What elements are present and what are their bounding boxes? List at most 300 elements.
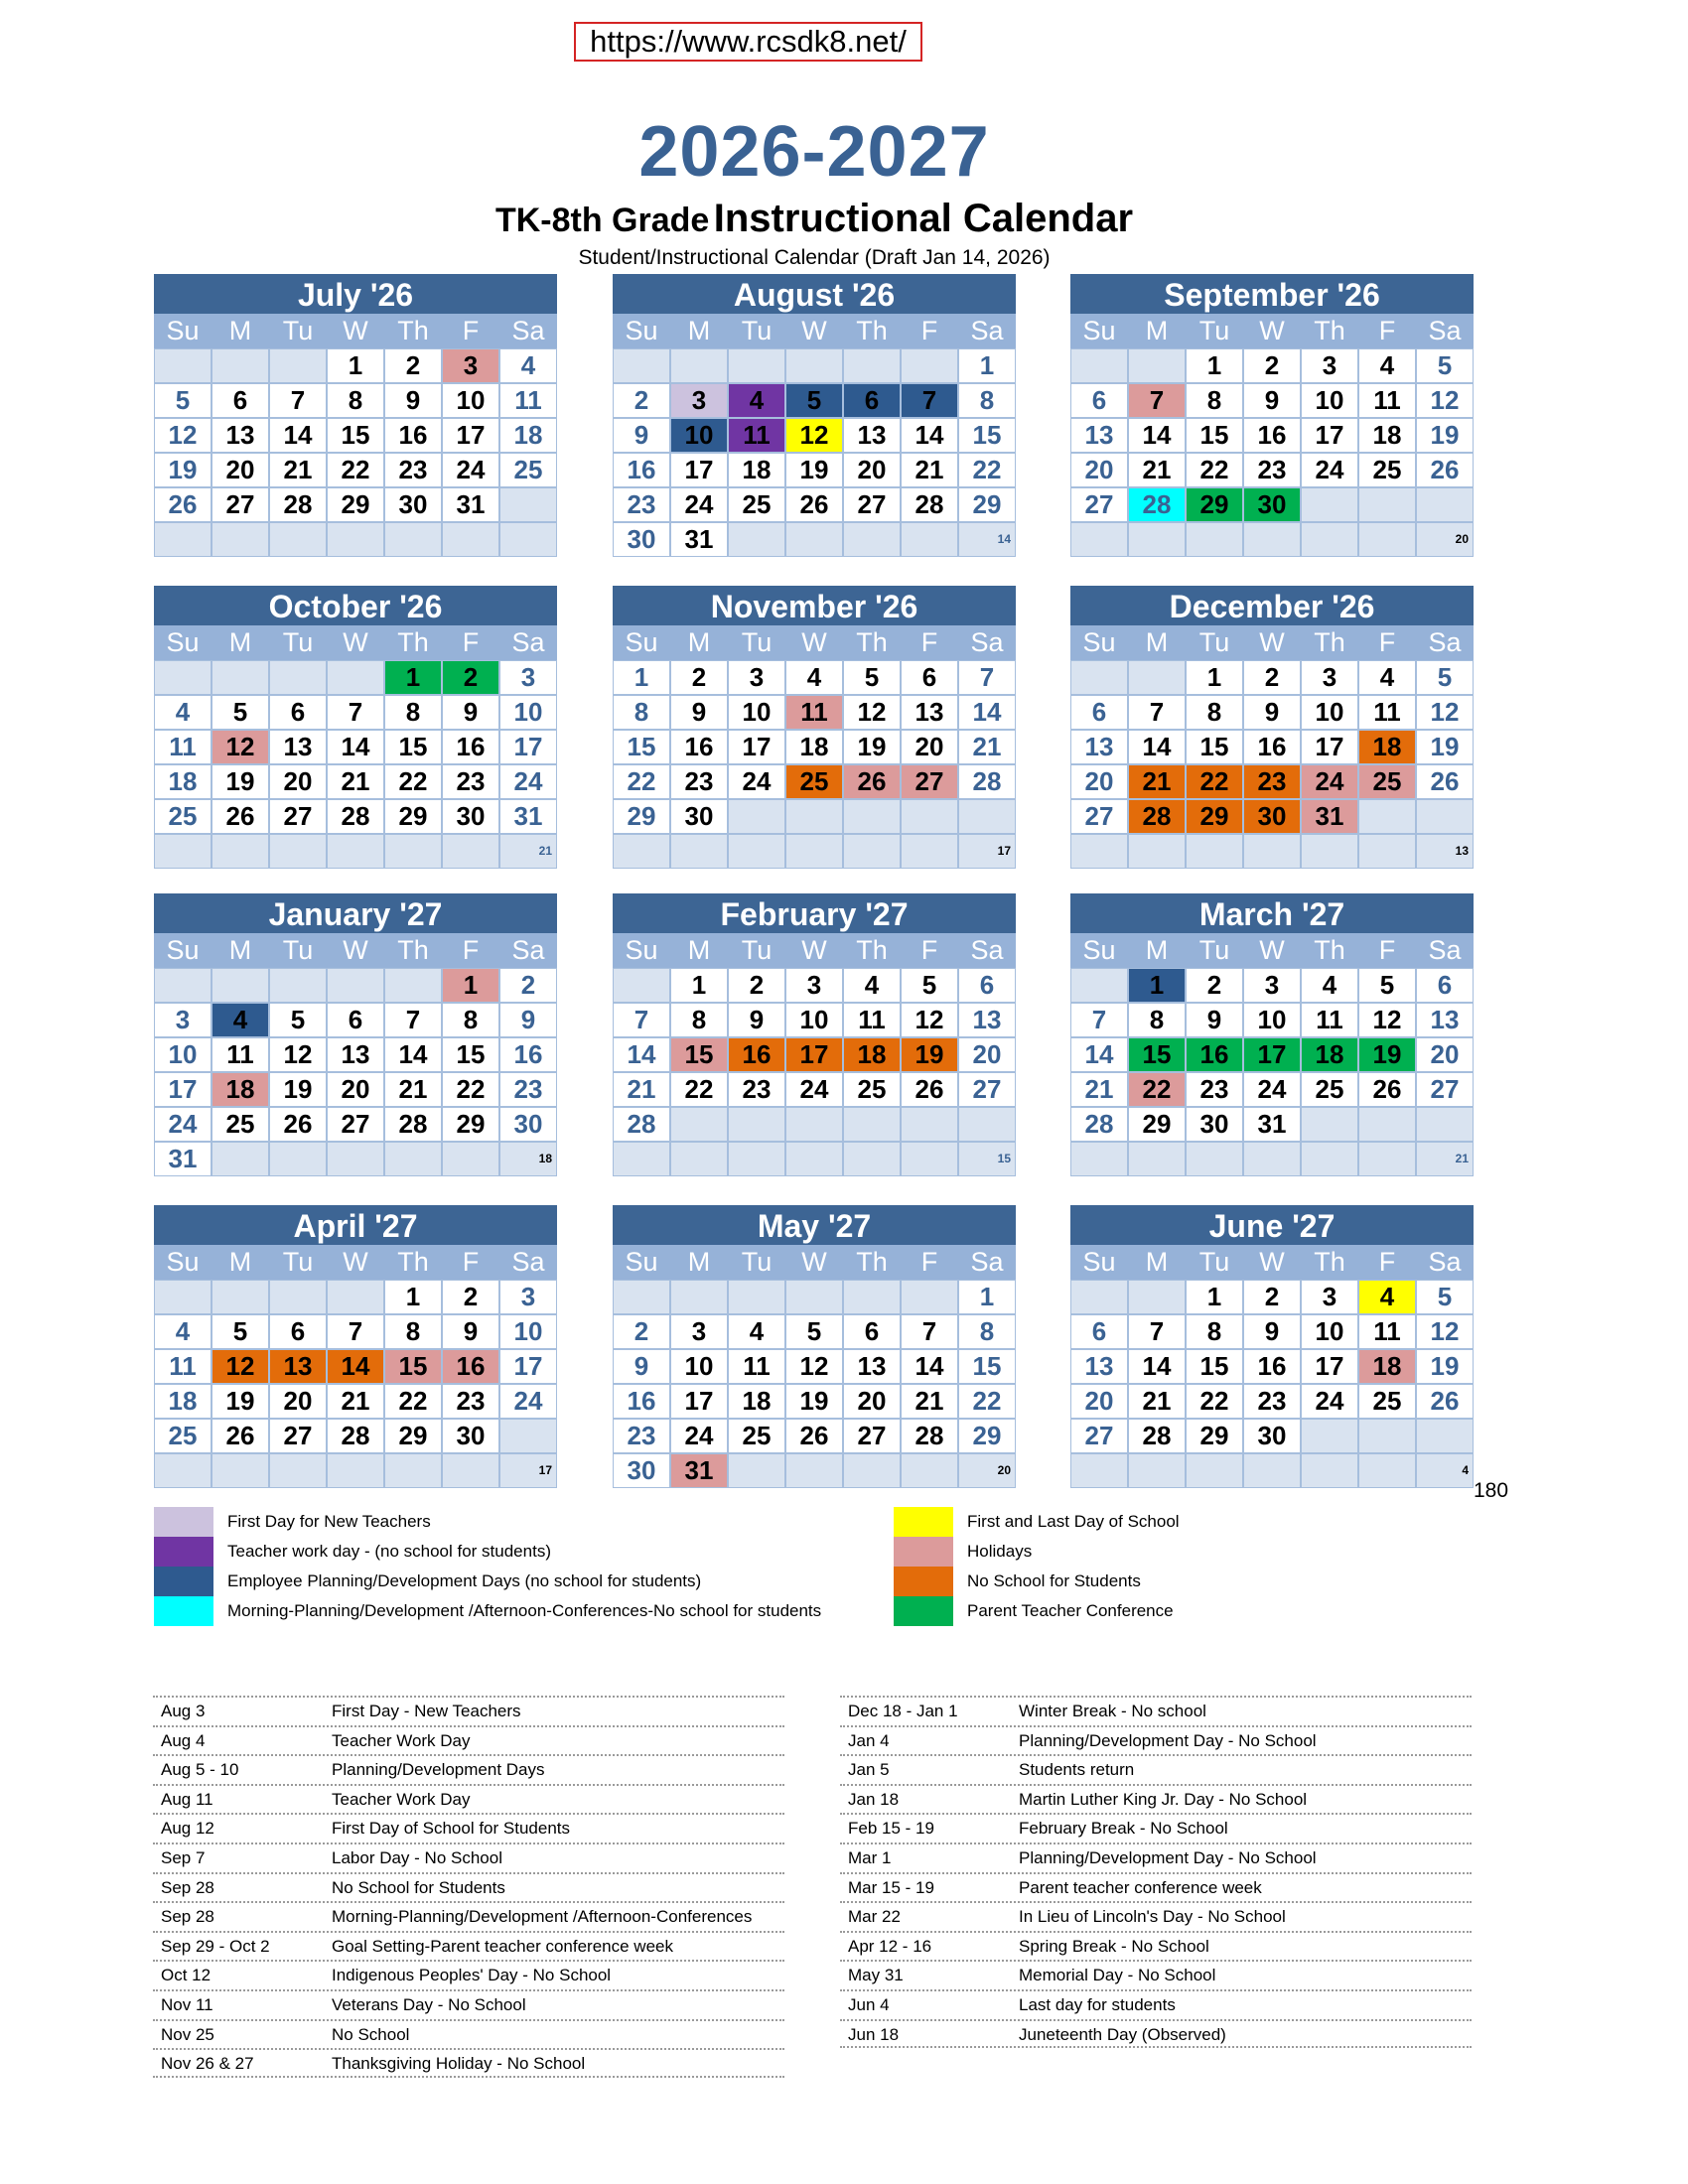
- day-cell: 22: [384, 1384, 442, 1419]
- day-cell: 3: [670, 1314, 728, 1349]
- weekday-header: Su: [613, 933, 670, 968]
- website-url[interactable]: https://www.rcsdk8.net/: [574, 22, 922, 62]
- empty-cell: [785, 1280, 843, 1314]
- day-cell: 21: [901, 1384, 958, 1419]
- month-day-count: 15: [958, 1142, 1016, 1176]
- day-cell: 12: [843, 695, 901, 730]
- grade-range-label: TK-8th Grade: [494, 202, 710, 239]
- event-date: Jun 18: [848, 2024, 900, 2044]
- weekday-header: M: [211, 314, 269, 348]
- empty-cell: [1301, 487, 1358, 522]
- empty-cell: [1301, 834, 1358, 869]
- event-row: [840, 1989, 1472, 2019]
- day-cell: 22: [1128, 1072, 1186, 1107]
- total-instructional-days: 180: [1474, 1479, 1509, 1502]
- day-cell: 28: [613, 1107, 670, 1142]
- day-cell: 23: [384, 453, 442, 487]
- empty-cell: [670, 348, 728, 383]
- day-cell: 1: [442, 968, 499, 1003]
- empty-cell: [442, 522, 499, 557]
- weekday-header: Su: [154, 933, 211, 968]
- day-cell: 9: [442, 695, 499, 730]
- day-cell: 21: [1128, 1384, 1186, 1419]
- day-cell: 6: [1416, 968, 1474, 1003]
- empty-cell: [958, 1107, 1016, 1142]
- month-title: December '26: [1070, 586, 1474, 625]
- empty-cell: [1301, 1453, 1358, 1488]
- day-cell: 20: [843, 453, 901, 487]
- day-cell: 1: [1186, 1280, 1243, 1314]
- day-cell: 30: [384, 487, 442, 522]
- empty-cell: [269, 1142, 327, 1176]
- day-cell: 26: [843, 764, 901, 799]
- day-cell: 29: [384, 799, 442, 834]
- day-cell: 25: [1301, 1072, 1358, 1107]
- day-cell: 31: [1301, 799, 1358, 834]
- month-calendar: [1070, 1205, 1474, 1488]
- day-cell: 17: [1301, 730, 1358, 764]
- weekday-header: Tu: [728, 1245, 785, 1280]
- day-cell: 3: [785, 968, 843, 1003]
- empty-cell: [670, 834, 728, 869]
- empty-cell: [1416, 1107, 1474, 1142]
- event-date: Aug 5 - 10: [161, 1760, 239, 1780]
- weekday-header: Su: [1070, 314, 1128, 348]
- day-cell: 29: [1186, 487, 1243, 522]
- day-cell: 7: [901, 383, 958, 418]
- day-cell: 8: [958, 1314, 1016, 1349]
- empty-cell: [1186, 1453, 1243, 1488]
- day-cell: 24: [1243, 1072, 1301, 1107]
- day-cell: 25: [785, 764, 843, 799]
- day-cell: 10: [499, 695, 557, 730]
- day-cell: 8: [384, 695, 442, 730]
- day-cell: 4: [1358, 1280, 1416, 1314]
- day-cell: 23: [1243, 764, 1301, 799]
- empty-cell: [327, 1142, 384, 1176]
- day-cell: 17: [1301, 1349, 1358, 1384]
- day-cell: 5: [1416, 660, 1474, 695]
- event-row: [840, 1843, 1472, 1872]
- event-row: [153, 1960, 784, 1989]
- empty-cell: [1358, 522, 1416, 557]
- day-cell: 28: [1128, 1419, 1186, 1453]
- draft-note: Student/Instructional Calendar (Draft Jan 14, 2026): [578, 246, 1051, 269]
- day-cell: 6: [1070, 695, 1128, 730]
- empty-cell: [442, 1142, 499, 1176]
- weekday-header: Th: [843, 625, 901, 660]
- empty-cell: [269, 834, 327, 869]
- empty-cell: [1416, 799, 1474, 834]
- event-date: Mar 15 - 19: [848, 1877, 934, 1897]
- weekday-header: F: [442, 933, 499, 968]
- month-calendar: [613, 586, 1016, 869]
- day-cell: 15: [384, 1349, 442, 1384]
- day-cell: 10: [154, 1037, 211, 1072]
- event-date: Sep 28: [161, 1877, 214, 1897]
- day-cell: 7: [269, 383, 327, 418]
- event-description: Parent teacher conference week: [1019, 1877, 1262, 1897]
- event-date: Oct 12: [161, 1966, 211, 1985]
- empty-cell: [1358, 487, 1416, 522]
- day-cell: 15: [613, 730, 670, 764]
- day-cell: 24: [670, 487, 728, 522]
- legend-label: Holidays: [967, 1542, 1033, 1561]
- day-cell: 30: [442, 1419, 499, 1453]
- weekday-header: Su: [1070, 933, 1128, 968]
- day-cell: 2: [1186, 968, 1243, 1003]
- day-cell: 13: [843, 418, 901, 453]
- weekday-header: F: [901, 1245, 958, 1280]
- weekday-header: Su: [154, 314, 211, 348]
- day-cell: 1: [670, 968, 728, 1003]
- day-cell: 20: [901, 730, 958, 764]
- empty-cell: [843, 1142, 901, 1176]
- weekday-header: W: [327, 314, 384, 348]
- day-cell: 13: [901, 695, 958, 730]
- day-cell: 23: [1243, 1384, 1301, 1419]
- event-row: [153, 1813, 784, 1843]
- day-cell: 3: [1301, 1280, 1358, 1314]
- weekday-header: Th: [1301, 314, 1358, 348]
- day-cell: 4: [499, 348, 557, 383]
- day-cell: 4: [1358, 348, 1416, 383]
- empty-cell: [1070, 968, 1128, 1003]
- empty-cell: [154, 348, 211, 383]
- month-day-count: 20: [1416, 522, 1474, 557]
- day-cell: 28: [384, 1107, 442, 1142]
- weekday-header: Sa: [1416, 933, 1474, 968]
- day-cell: 10: [499, 1314, 557, 1349]
- day-cell: 13: [1070, 730, 1128, 764]
- day-cell: 20: [958, 1037, 1016, 1072]
- day-cell: 7: [327, 695, 384, 730]
- day-cell: 9: [442, 1314, 499, 1349]
- empty-cell: [499, 1419, 557, 1453]
- day-cell: 2: [442, 660, 499, 695]
- day-cell: 18: [1358, 1349, 1416, 1384]
- weekday-header: W: [1243, 1245, 1301, 1280]
- day-cell: 22: [384, 764, 442, 799]
- day-cell: 12: [785, 418, 843, 453]
- empty-cell: [442, 1453, 499, 1488]
- day-cell: 18: [843, 1037, 901, 1072]
- month-calendar: [613, 1205, 1016, 1488]
- day-cell: 22: [1186, 764, 1243, 799]
- day-cell: 9: [1243, 695, 1301, 730]
- day-cell: 26: [1416, 764, 1474, 799]
- day-cell: 21: [384, 1072, 442, 1107]
- day-cell: 18: [1358, 418, 1416, 453]
- weekday-header: M: [211, 933, 269, 968]
- day-cell: 14: [1070, 1037, 1128, 1072]
- day-cell: 17: [499, 1349, 557, 1384]
- day-cell: 25: [154, 799, 211, 834]
- empty-cell: [728, 1453, 785, 1488]
- month-calendar: [613, 893, 1016, 1176]
- day-cell: 12: [1416, 695, 1474, 730]
- day-cell: 30: [1186, 1107, 1243, 1142]
- day-cell: 30: [442, 799, 499, 834]
- event-description: Planning/Development Day - No School: [1019, 1847, 1317, 1867]
- empty-cell: [785, 834, 843, 869]
- event-row: [153, 1696, 784, 1725]
- day-cell: 3: [442, 348, 499, 383]
- empty-cell: [1070, 660, 1128, 695]
- event-row: [840, 1754, 1472, 1784]
- day-cell: 28: [1128, 487, 1186, 522]
- day-cell: 8: [958, 383, 1016, 418]
- day-cell: 26: [1416, 453, 1474, 487]
- day-cell: 29: [442, 1107, 499, 1142]
- day-cell: 9: [1186, 1003, 1243, 1037]
- empty-cell: [211, 968, 269, 1003]
- empty-cell: [384, 834, 442, 869]
- day-cell: 7: [1128, 383, 1186, 418]
- day-cell: 14: [1128, 1349, 1186, 1384]
- event-date: Aug 12: [161, 1819, 214, 1839]
- month-calendar: [613, 274, 1016, 557]
- day-cell: 26: [901, 1072, 958, 1107]
- day-cell: 15: [1186, 418, 1243, 453]
- day-cell: 26: [1358, 1072, 1416, 1107]
- weekday-header: W: [1243, 314, 1301, 348]
- day-cell: 26: [154, 487, 211, 522]
- day-cell: 24: [785, 1072, 843, 1107]
- month-day-count: 21: [499, 834, 557, 869]
- day-cell: 2: [499, 968, 557, 1003]
- day-cell: 22: [1186, 1384, 1243, 1419]
- empty-cell: [785, 1142, 843, 1176]
- day-cell: 6: [958, 968, 1016, 1003]
- month-title: August '26: [613, 274, 1016, 314]
- event-description: Teacher Work Day: [332, 1789, 471, 1809]
- day-cell: 10: [1301, 1314, 1358, 1349]
- weekday-header: Sa: [499, 1245, 557, 1280]
- weekday-header: Sa: [1416, 1245, 1474, 1280]
- event-description: Planning/Development Day - No School: [1019, 1730, 1317, 1750]
- day-cell: 16: [384, 418, 442, 453]
- empty-cell: [384, 1142, 442, 1176]
- day-cell: 24: [1301, 1384, 1358, 1419]
- day-cell: 25: [1358, 453, 1416, 487]
- day-cell: 16: [613, 1384, 670, 1419]
- calendar-subtitle: [0, 197, 1628, 241]
- weekday-header: W: [1243, 933, 1301, 968]
- day-cell: 26: [785, 1419, 843, 1453]
- month-day-count: 14: [958, 522, 1016, 557]
- day-cell: 25: [1358, 1384, 1416, 1419]
- month-day-count: 13: [1416, 834, 1474, 869]
- empty-cell: [269, 1280, 327, 1314]
- month-calendar: [154, 1205, 557, 1488]
- day-cell: 10: [442, 383, 499, 418]
- day-cell: 6: [269, 1314, 327, 1349]
- weekday-header: W: [785, 933, 843, 968]
- day-cell: 19: [785, 453, 843, 487]
- day-cell: 12: [785, 1349, 843, 1384]
- legend-label: First and Last Day of School: [967, 1512, 1180, 1531]
- event-description: Juneteenth Day (Observed): [1019, 2024, 1226, 2044]
- day-cell: 1: [384, 1280, 442, 1314]
- day-cell: 18: [785, 730, 843, 764]
- weekday-header: F: [1358, 1245, 1416, 1280]
- day-cell: 21: [327, 764, 384, 799]
- day-cell: 12: [269, 1037, 327, 1072]
- day-cell: 13: [211, 418, 269, 453]
- event-description: Winter Break - No school: [1019, 1702, 1206, 1720]
- empty-cell: [843, 348, 901, 383]
- empty-cell: [1186, 834, 1243, 869]
- empty-cell: [901, 1280, 958, 1314]
- empty-cell: [269, 968, 327, 1003]
- legend-label: Teacher work day - (no school for students): [227, 1542, 551, 1561]
- event-date: Aug 11: [161, 1789, 213, 1809]
- day-cell: 7: [327, 1314, 384, 1349]
- legend-swatch: [894, 1537, 953, 1567]
- day-cell: 18: [728, 453, 785, 487]
- day-cell: 21: [1070, 1072, 1128, 1107]
- empty-cell: [211, 522, 269, 557]
- day-cell: 11: [1301, 1003, 1358, 1037]
- day-cell: 4: [728, 1314, 785, 1349]
- empty-cell: [499, 487, 557, 522]
- empty-cell: [1070, 1453, 1128, 1488]
- empty-cell: [901, 348, 958, 383]
- empty-cell: [728, 799, 785, 834]
- day-cell: 7: [613, 1003, 670, 1037]
- day-cell: 5: [785, 1314, 843, 1349]
- day-cell: 21: [1128, 453, 1186, 487]
- day-cell: 23: [613, 1419, 670, 1453]
- empty-cell: [154, 968, 211, 1003]
- day-cell: 14: [901, 418, 958, 453]
- day-cell: 5: [785, 383, 843, 418]
- day-cell: 18: [154, 764, 211, 799]
- event-description: Martin Luther King Jr. Day - No School: [1019, 1789, 1308, 1809]
- empty-cell: [269, 522, 327, 557]
- day-cell: 24: [1301, 764, 1358, 799]
- weekday-header: Su: [613, 625, 670, 660]
- day-cell: 6: [269, 695, 327, 730]
- empty-cell: [1128, 348, 1186, 383]
- legend-label: No School for Students: [967, 1571, 1141, 1590]
- day-cell: 7: [1128, 1314, 1186, 1349]
- day-cell: 16: [670, 730, 728, 764]
- event-date: Nov 11: [161, 1994, 213, 2014]
- empty-cell: [154, 660, 211, 695]
- day-cell: 2: [1243, 348, 1301, 383]
- day-cell: 1: [958, 348, 1016, 383]
- month-title: October '26: [154, 586, 557, 625]
- legend-label: First Day for New Teachers: [227, 1512, 431, 1531]
- day-cell: 28: [1070, 1107, 1128, 1142]
- month-title: September '26: [1070, 274, 1474, 314]
- day-cell: 26: [269, 1107, 327, 1142]
- weekday-header: Sa: [499, 933, 557, 968]
- month-day-count: 21: [1416, 1142, 1474, 1176]
- weekday-header: Th: [1301, 1245, 1358, 1280]
- day-cell: 23: [1243, 453, 1301, 487]
- day-cell: 16: [1243, 418, 1301, 453]
- month-title: February '27: [613, 893, 1016, 933]
- event-date: Jan 18: [848, 1789, 900, 1809]
- event-date: Jun 4: [848, 1994, 890, 2014]
- day-cell: 27: [269, 799, 327, 834]
- empty-cell: [384, 522, 442, 557]
- day-cell: 13: [269, 730, 327, 764]
- month-day-count: 4: [1416, 1453, 1474, 1488]
- day-cell: 13: [327, 1037, 384, 1072]
- empty-cell: [1301, 522, 1358, 557]
- weekday-header: Su: [1070, 625, 1128, 660]
- weekday-header: Tu: [1186, 314, 1243, 348]
- day-cell: 29: [958, 487, 1016, 522]
- day-cell: 27: [211, 487, 269, 522]
- weekday-header: Sa: [958, 933, 1016, 968]
- day-cell: 4: [154, 1314, 211, 1349]
- month-title: March '27: [1070, 893, 1474, 933]
- event-date: Aug 4: [161, 1730, 206, 1750]
- day-cell: 6: [843, 383, 901, 418]
- day-cell: 6: [1070, 383, 1128, 418]
- day-cell: 3: [670, 383, 728, 418]
- empty-cell: [154, 834, 211, 869]
- day-cell: 17: [154, 1072, 211, 1107]
- day-cell: 24: [499, 1384, 557, 1419]
- month-title: November '26: [613, 586, 1016, 625]
- legend-swatch: [154, 1596, 213, 1626]
- empty-cell: [1301, 1142, 1358, 1176]
- empty-cell: [843, 522, 901, 557]
- day-cell: 28: [327, 799, 384, 834]
- day-cell: 1: [958, 1280, 1016, 1314]
- day-cell: 15: [442, 1037, 499, 1072]
- day-cell: 21: [613, 1072, 670, 1107]
- event-row: [840, 1931, 1472, 1961]
- weekday-header: Th: [1301, 933, 1358, 968]
- month-day-count: 17: [958, 834, 1016, 869]
- day-cell: 10: [670, 1349, 728, 1384]
- day-cell: 15: [327, 418, 384, 453]
- day-cell: 10: [728, 695, 785, 730]
- day-cell: 1: [613, 660, 670, 695]
- day-cell: 4: [785, 660, 843, 695]
- day-cell: 11: [785, 695, 843, 730]
- event-row: [840, 1813, 1472, 1843]
- empty-cell: [1358, 1107, 1416, 1142]
- weekday-header: Tu: [728, 625, 785, 660]
- month-calendar: [154, 893, 557, 1176]
- day-cell: 27: [901, 764, 958, 799]
- day-cell: 20: [1070, 453, 1128, 487]
- empty-cell: [843, 1453, 901, 1488]
- day-cell: 30: [613, 522, 670, 557]
- day-cell: 19: [154, 453, 211, 487]
- month-title: April '27: [154, 1205, 557, 1245]
- day-cell: 11: [154, 730, 211, 764]
- empty-cell: [958, 799, 1016, 834]
- day-cell: 15: [958, 1349, 1016, 1384]
- day-cell: 24: [1301, 453, 1358, 487]
- day-cell: 27: [1070, 799, 1128, 834]
- day-cell: 19: [211, 1384, 269, 1419]
- day-cell: 28: [901, 487, 958, 522]
- empty-cell: [1070, 1280, 1128, 1314]
- day-cell: 9: [1243, 383, 1301, 418]
- empty-cell: [327, 660, 384, 695]
- empty-cell: [1070, 834, 1128, 869]
